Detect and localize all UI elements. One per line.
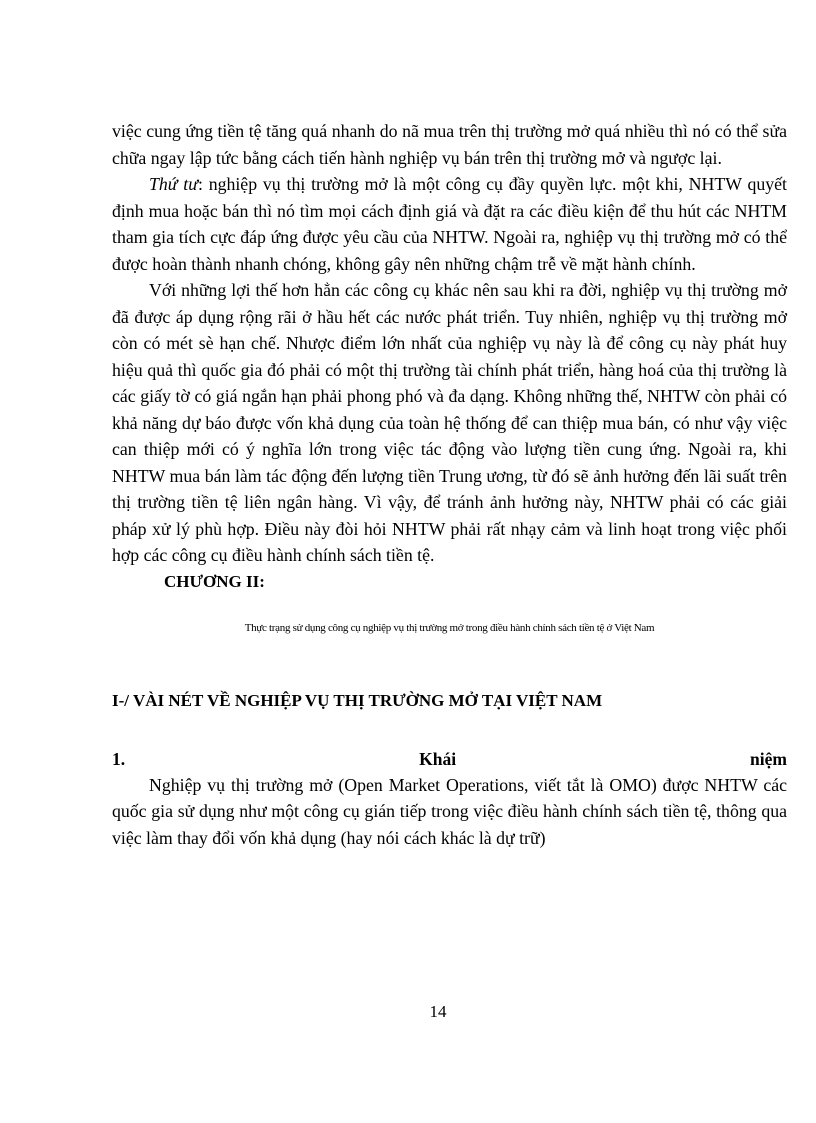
- subsection-word-niem: niệm: [750, 748, 787, 769]
- paragraph-limitations: Với những lợi thế hơn hẳn các công cụ khác nên sau khi ra đời, nghiệp vụ thị trường mở đã được áp dụng rộng rãi ở hầu hết các nước phát triển. Tuy nhiên, nghiệp vụ thị trường mở còn có mét sè hạn chế. Nhược điểm lớn nhất của nghiệp vụ này là để công cụ này phát huy hiệu quả thì quốc gia đó phải có một thị trường tài chính phát triển, hàng hoá của thị trường là các giấy tờ có giá ngắn hạn phải phong phó và đa dạng. Không những thế, NHTW còn phải có khả năng dự báo được vốn khả dụng của toàn hệ thống để can thiệp mua bán, có như vậy việc can thiệp mới có ý nghĩa lớn trong việc tác động vào lượng tiền cung ứng. Ngoài ra, khi NHTW mua bán làm tác động đến lượng tiền Trung ương, từ đó sẽ ảnh hưởng đến lãi suất trên thị trường tiền tệ liên ngân hàng. Vì vậy, để tránh ảnh hưởng này, NHTW phải có các giải pháp xử lý phù hợp. Điều này đòi hỏi NHTW phải rất nhạy cảm và linh hoạt trong việc phối hợp các công cụ điều hành chính sách tiền tệ.: [112, 280, 787, 565]
- subsection-word-khai: Khái: [419, 748, 457, 769]
- document-page: [112, 118, 787, 851]
- page-number: 14: [429, 1002, 447, 1021]
- fourth-text: : nghiệp vụ thị trường mở là một công cụ đầy quyền lực. một khi, NHTW quyết định mua hoặc bán thì nó tìm mọi cách định giá và đặt ra các điều kiện để thu hút các NHTM tham gia tích cực đáp ứng được yêu cầu của NHTW. Ngoài ra, nghiệp vụ thị trường mở có thể được hoàn thành nhanh chóng, không gây nên những chậm trễ về mặt hành chính.: [112, 174, 787, 274]
- fourth-label: Thứ tư: [149, 174, 198, 194]
- paragraph-omo-definition: Nghiệp vụ thị trường mở (Open Market Operations, viết tắt là OMO) được NHTW các quốc gia sử dụng như một công cụ gián tiếp trong việc điều hành chính sách tiền tệ, thông qua việc làm thay đổi vốn khả dụng (hay nói cách khác là dự trữ): [112, 774, 787, 848]
- subsection-heading: [112, 746, 787, 772]
- subsection-number: 1.: [112, 748, 126, 769]
- section-heading: I-/ VÀI NÉT VỀ NGHIỆP VỤ THỊ TRƯỜNG MỞ TẠI VIỆT NAM: [112, 690, 603, 710]
- paragraph-fourth-advantage: [112, 171, 787, 277]
- chapter-title: CHƯƠNG II:: [164, 571, 265, 591]
- paragraph-supply-control: việc cung ứng tiền tệ tăng quá nhanh do nã mua trên thị trường mở quá nhiều thì nó có thể sửa chữa ngay lập tức bằng cách tiến hành nghiệp vụ bán trên thị trường mở và ngược lại.: [112, 121, 787, 168]
- chapter-subtitle: Thực trạng sử dụng công cụ nghiệp vụ thị trường mở trong điều hành chính sách tiền tệ ở Việt Nam: [244, 621, 655, 634]
